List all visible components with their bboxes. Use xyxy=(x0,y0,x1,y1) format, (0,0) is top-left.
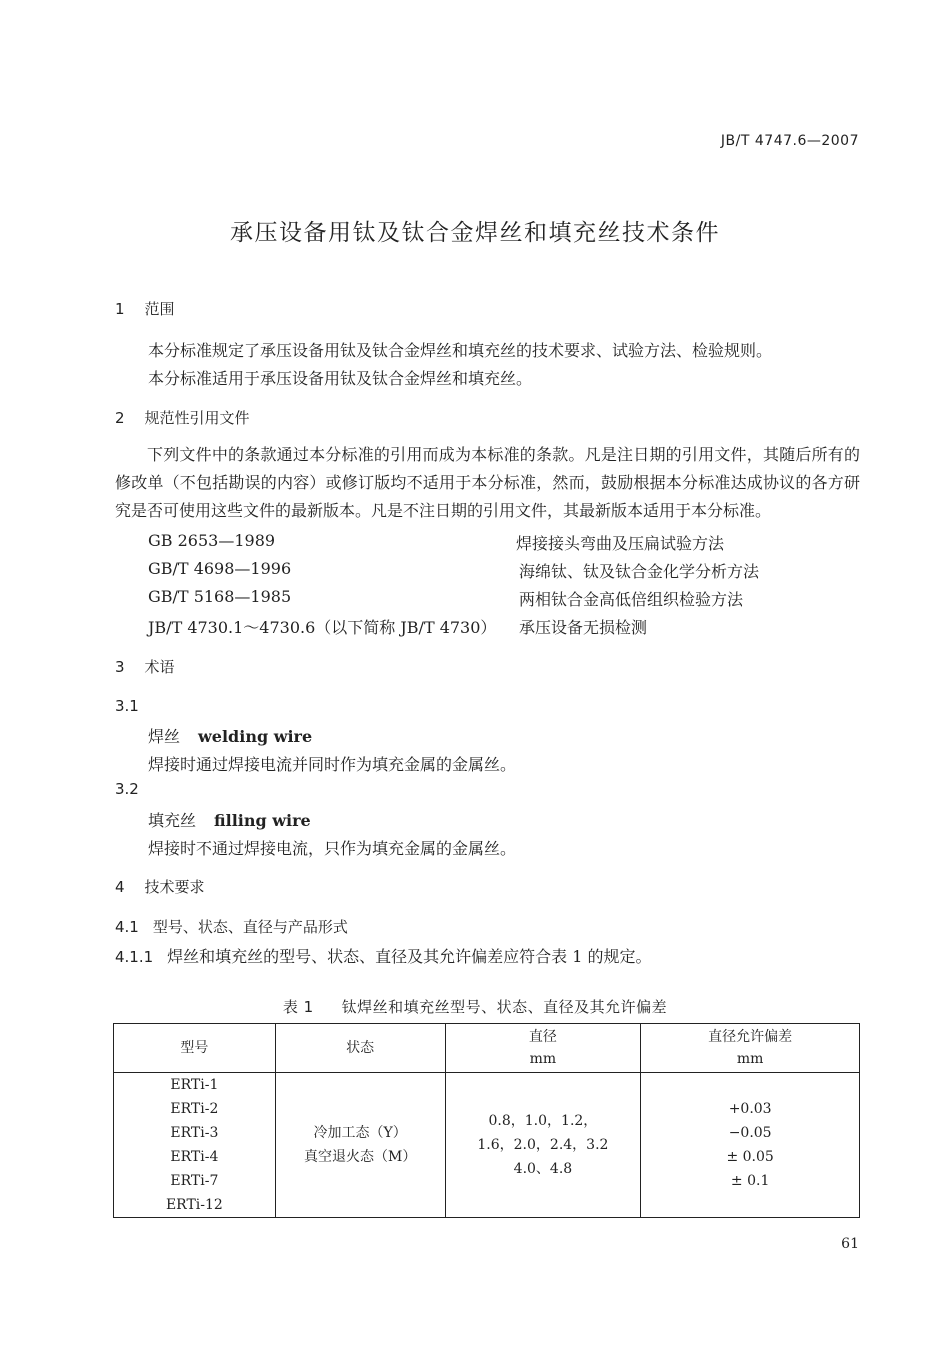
section-number: 4 xyxy=(115,878,125,896)
models-cell xyxy=(114,1073,276,1218)
header-tolerance-label: 直径允许偏差 xyxy=(708,1029,793,1045)
section-3-heading xyxy=(115,656,175,677)
diameter-value: 0.8，1.0，1.2， xyxy=(488,1113,598,1129)
subsection-4-1-heading xyxy=(115,916,348,937)
table-caption-text: 钛焊丝和填充丝型号、状态、直径及其允许偏差 xyxy=(341,998,668,1016)
clause-text: 焊丝和填充丝的型号、状态、直径及其允许偏差应符合表 1 的规定。 xyxy=(167,947,652,966)
section-title: 技术要求 xyxy=(144,878,205,896)
table-caption-label: 表 1 xyxy=(282,998,314,1016)
section-2-paragraph: 下列文件中的条款通过本分标准的引用而成为本标准的条款。凡是注日期的引用文件，其随后所有的修改单（不包括勘误的内容）或修订版均不适用于本分标准，然而，鼓励根据本分标准达成协议的各方研究是否可使用这些文件的最新版本。凡是不注日期的引用文件，其最新版本适用于本分标准。 xyxy=(115,445,860,520)
clause-number: 4.1.1 xyxy=(115,948,154,966)
reference-code: JB/T 4730.1～4730.6（以下简称 JB/T 4730） xyxy=(148,618,497,637)
reference-code: GB/T 4698—1996 xyxy=(148,559,292,578)
table-header-row xyxy=(114,1024,860,1073)
section-4-heading xyxy=(115,876,205,897)
term-chinese: 填充丝 xyxy=(148,811,197,830)
header-tolerance xyxy=(641,1024,860,1073)
section-1-paragraph-1: 本分标准规定了承压设备用钛及钛合金焊丝和填充丝的技术要求、试验方法、检验规则。 xyxy=(148,341,773,360)
term-number: 3.2 xyxy=(115,780,139,798)
term-definition: 焊接时不通过焊接电流，只作为填充金属的金属丝。 xyxy=(148,839,517,858)
diameter-value: 4.0、4.8 xyxy=(513,1161,573,1177)
subsection-title: 型号、状态、直径与产品形式 xyxy=(152,918,348,936)
standard-code: JB/T 4747.6—2007 xyxy=(720,133,859,149)
table-row xyxy=(114,1073,860,1218)
section-number: 3 xyxy=(115,658,125,676)
section-number: 1 xyxy=(115,300,125,318)
model-value: ERTi-1 xyxy=(170,1077,219,1093)
term-english: welding wire xyxy=(198,727,313,746)
states-cell xyxy=(275,1073,445,1218)
state-value: 真空退火态（M） xyxy=(304,1149,417,1165)
header-diameter xyxy=(445,1024,641,1073)
clause-4-1-1 xyxy=(115,944,652,967)
header-diameter-label: 直径 xyxy=(528,1029,557,1045)
tolerance-value: ± 0.1 xyxy=(730,1173,770,1189)
header-tolerance-unit: mm xyxy=(736,1051,764,1067)
term-heading xyxy=(148,724,312,747)
term-definition: 焊接时通过焊接电流并同时作为填充金属的金属丝。 xyxy=(148,755,517,774)
reference-title: 焊接接头弯曲及压扁试验方法 xyxy=(516,534,725,553)
page-number: 61 xyxy=(841,1236,859,1252)
tolerance-value: −0.05 xyxy=(728,1125,772,1141)
term-english: filling wire xyxy=(214,811,311,830)
section-title: 范围 xyxy=(144,300,175,318)
reference-title: 两相钛合金高低倍组织检验方法 xyxy=(519,590,744,609)
tolerance-value: +0.03 xyxy=(728,1101,772,1117)
section-title: 术语 xyxy=(144,658,175,676)
state-value: 冷加工态（Y） xyxy=(313,1125,407,1141)
section-title: 规范性引用文件 xyxy=(144,409,250,427)
reference-title: 承压设备无损检测 xyxy=(519,618,648,637)
diameters-cell xyxy=(445,1073,641,1218)
reference-title: 海绵钛、钛及钛合金化学分析方法 xyxy=(519,562,760,581)
header-state: 状态 xyxy=(275,1024,445,1073)
model-value: ERTi-2 xyxy=(170,1101,219,1117)
term-heading xyxy=(148,808,311,831)
term-chinese: 焊丝 xyxy=(148,727,181,746)
section-1-paragraph-2: 本分标准适用于承压设备用钛及钛合金焊丝和填充丝。 xyxy=(148,369,533,388)
model-value: ERTi-12 xyxy=(165,1197,223,1213)
term-number: 3.1 xyxy=(115,697,139,715)
section-number: 2 xyxy=(115,409,125,427)
tolerances-cell xyxy=(641,1073,860,1218)
model-value: ERTi-7 xyxy=(170,1173,219,1189)
document-title: 承压设备用钛及钛合金焊丝和填充丝技术条件 xyxy=(230,220,720,246)
subsection-number: 4.1 xyxy=(115,918,139,936)
diameter-value: 1.6，2.0，2.4，3.2 xyxy=(477,1137,609,1153)
reference-code: GB 2653—1989 xyxy=(148,531,276,550)
reference-code: GB/T 5168—1985 xyxy=(148,587,292,606)
section-2-heading xyxy=(115,407,250,428)
model-value: ERTi-3 xyxy=(170,1125,219,1141)
specification-table xyxy=(113,1023,860,1218)
tolerance-value: ± 0.05 xyxy=(726,1149,774,1165)
table-caption xyxy=(0,996,950,1017)
section-1-heading xyxy=(115,298,175,319)
model-value: ERTi-4 xyxy=(170,1149,219,1165)
header-diameter-unit: mm xyxy=(529,1051,557,1067)
header-model: 型号 xyxy=(114,1024,276,1073)
